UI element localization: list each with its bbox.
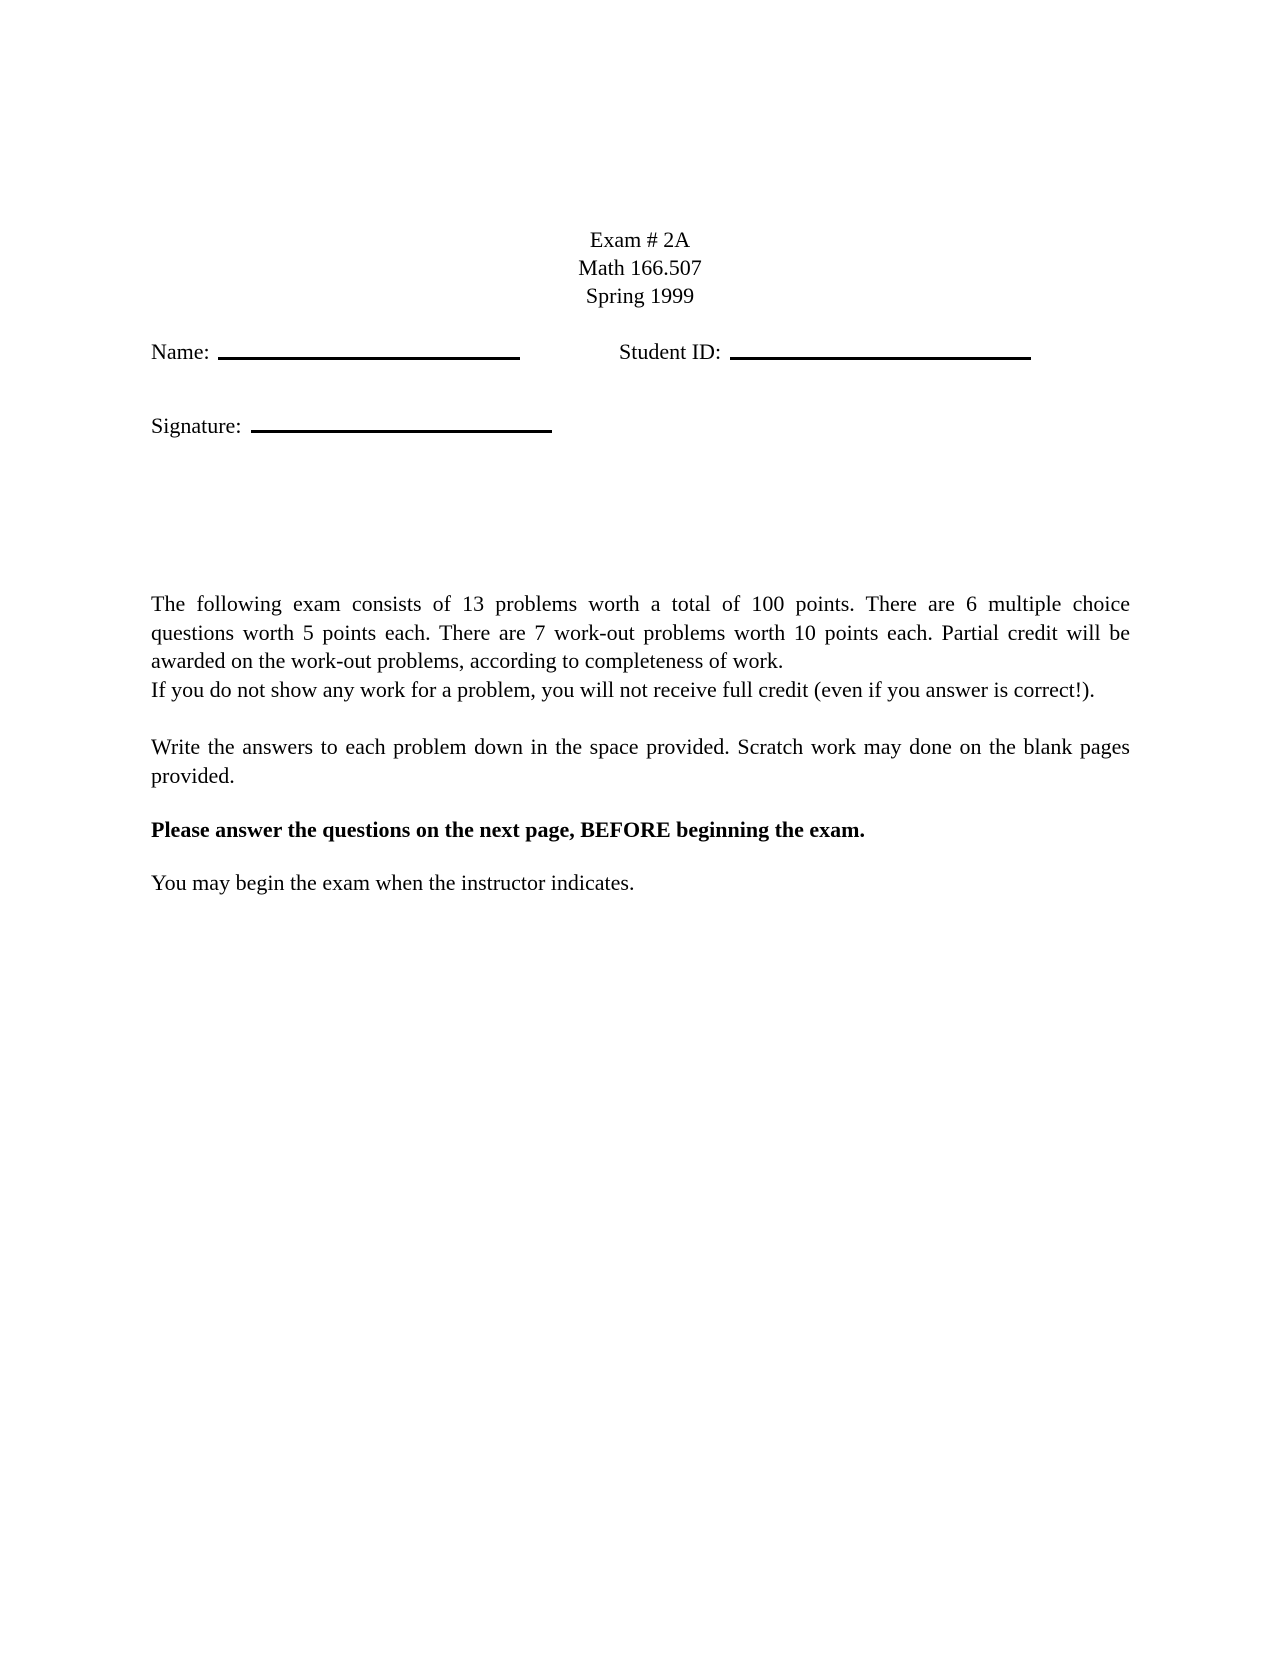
instructions-line-1: The following exam consists of 13 problems worth a total of 100 points. There are 6 multiple choice — [151, 591, 1130, 616]
name-field-label: Name: — [151, 339, 210, 364]
signature-field-label: Signature: — [151, 413, 242, 438]
instructions-line-3: awarded on the work-out problems, according to completeness of work. — [151, 648, 784, 673]
instructions-line-2: questions worth 5 points each. There are 7 work-out problems worth 10 points each. Partial credit will be — [151, 619, 1130, 645]
answers-line-1: Write the answers to each problem down in the space provided. Scratch work may done on the blank pages — [151, 734, 1130, 759]
exam-term: Spring 1999 — [585, 283, 695, 308]
signature-blank-line[interactable] — [251, 430, 552, 433]
name-blank-line[interactable] — [218, 357, 520, 360]
instructions-paragraph — [151, 590, 1130, 704]
answers-paragraph — [151, 733, 1130, 790]
student-id-blank-line[interactable] — [730, 357, 1031, 360]
student-id-field-label: Student ID: — [619, 339, 722, 364]
closing-note: You may begin the exam when the instructor indicates. — [151, 870, 635, 895]
exam-title: Exam # 2A — [589, 227, 691, 252]
bold-notice: Please answer the questions on the next page, BEFORE beginning the exam. — [151, 817, 866, 842]
answers-line-2: provided. — [151, 762, 235, 788]
course-number: Math 166.507 — [578, 255, 702, 280]
work-shown-note: If you do not show any work for a problem, you will not receive full credit (even if you answer is correct!). — [151, 676, 1095, 702]
exam-header — [0, 226, 1280, 310]
